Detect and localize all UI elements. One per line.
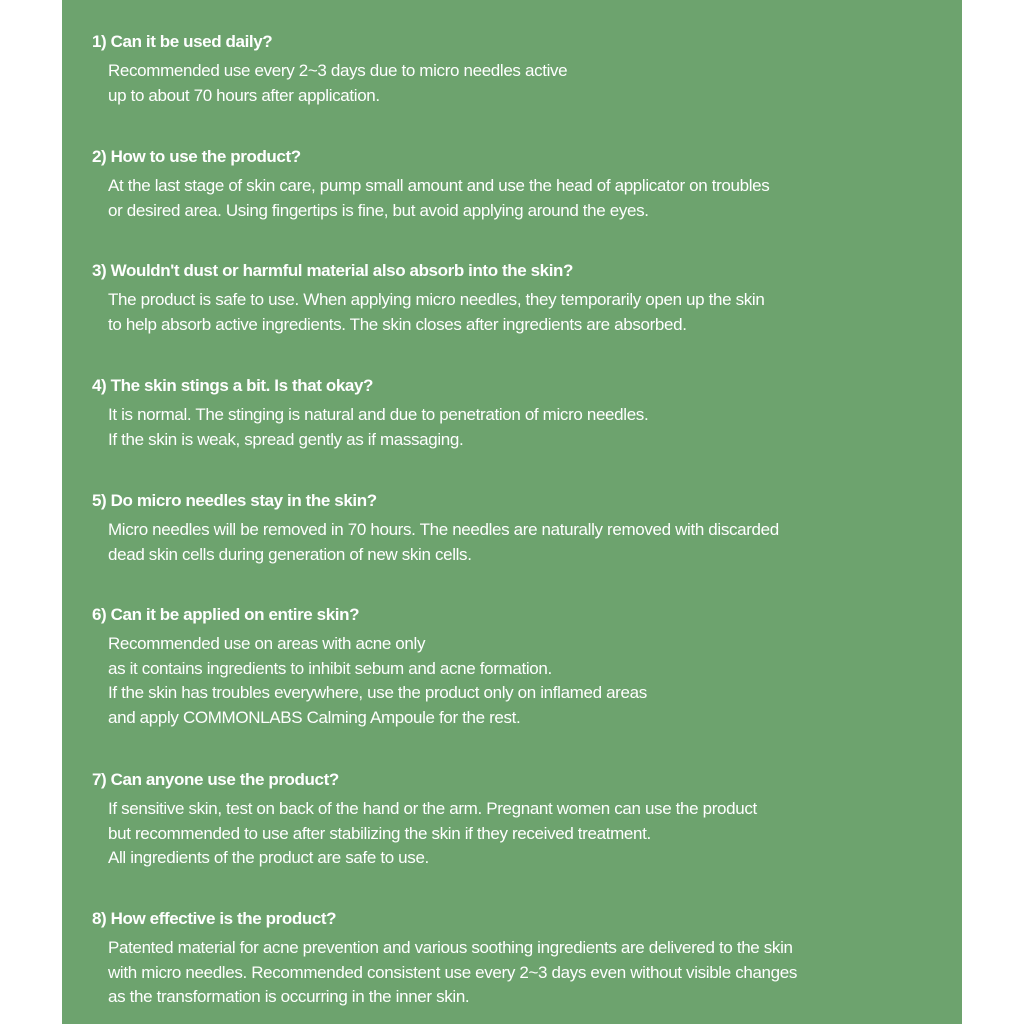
faq-answer <box>92 59 952 108</box>
faq-answer-line: If the skin has troubles everywhere, use the product only on inflamed areas <box>108 683 647 703</box>
faq-question: 6) Can it be applied on entire skin? <box>92 605 360 624</box>
faq-answer-line: but recommended to use after stabilizing the skin if they received treatment. <box>108 823 651 843</box>
faq-question: 1) Can it be used daily? <box>92 32 273 51</box>
faq-answer-line: The product is safe to use. When applying micro needles, they temporarily open up the skin <box>108 290 765 309</box>
faq-answer-line: Recommended use on areas with acne only <box>108 634 426 653</box>
faq-answer <box>92 403 952 452</box>
faq-answer-line: to help absorb active ingredients. The skin closes after ingredients are absorbed. <box>108 314 687 334</box>
faq-answer <box>92 936 952 1010</box>
faq-item-6 <box>92 604 952 731</box>
faq-answer-line: dead skin cells during generation of new skin cells. <box>108 544 472 564</box>
faq-answer-line: and apply COMMONLABS Calming Ampoule for the rest. <box>108 708 521 728</box>
faq-item-1 <box>92 31 952 108</box>
faq-answer-line: up to about 70 hours after application. <box>108 85 380 105</box>
faq-answer-line: Patented material for acne prevention and various soothing ingredients are delivered to the skin <box>108 938 793 957</box>
faq-answer-line: At the last stage of skin care, pump small amount and use the head of applicator on troubles <box>108 176 770 195</box>
faq-answer-line: All ingredients of the product are safe to use. <box>108 848 429 868</box>
faq-question: 3) Wouldn't dust or harmful material also absorb into the skin? <box>92 261 574 280</box>
faq-answer-line: It is normal. The stinging is natural and due to penetration of micro needles. <box>108 405 649 424</box>
faq-answer-line: as it contains ingredients to inhibit sebum and acne formation. <box>108 658 552 678</box>
faq-answer-line: or desired area. Using fingertips is fine, but avoid applying around the eyes. <box>108 200 649 220</box>
faq-question: 4) The skin stings a bit. Is that okay? <box>92 376 374 395</box>
faq-answer-line: Recommended use every 2~3 days due to micro needles active <box>108 61 568 80</box>
faq-answer-line: Micro needles will be removed in 70 hours. The needles are naturally removed with discarded <box>108 520 779 539</box>
faq-question: 8) How effective is the product? <box>92 909 337 928</box>
faq-item-3 <box>92 260 952 337</box>
faq-item-7 <box>92 769 952 871</box>
faq-question: 7) Can anyone use the product? <box>92 770 339 789</box>
faq-answer-line: If sensitive skin, test on back of the hand or the arm. Pregnant women can use the product <box>108 799 757 818</box>
faq-answer-line: with micro needles. Recommended consistent use every 2~3 days even without visible changes <box>108 962 798 982</box>
faq-answer-line: If the skin is weak, spread gently as if massaging. <box>108 429 464 449</box>
faq-item-4 <box>92 375 952 452</box>
faq-item-8 <box>92 908 952 1010</box>
faq-answer <box>92 288 952 337</box>
faq-question: 2) How to use the product? <box>92 147 301 166</box>
faq-answer <box>92 797 952 871</box>
faq-item-5 <box>92 490 952 567</box>
faq-answer <box>92 174 952 223</box>
faq-question: 5) Do micro needles stay in the skin? <box>92 491 377 510</box>
faq-panel <box>62 0 962 1024</box>
faq-item-2 <box>92 146 952 223</box>
faq-answer <box>92 518 952 567</box>
faq-answer <box>92 632 952 731</box>
faq-answer-line: as the transformation is occurring in the inner skin. <box>108 987 470 1007</box>
